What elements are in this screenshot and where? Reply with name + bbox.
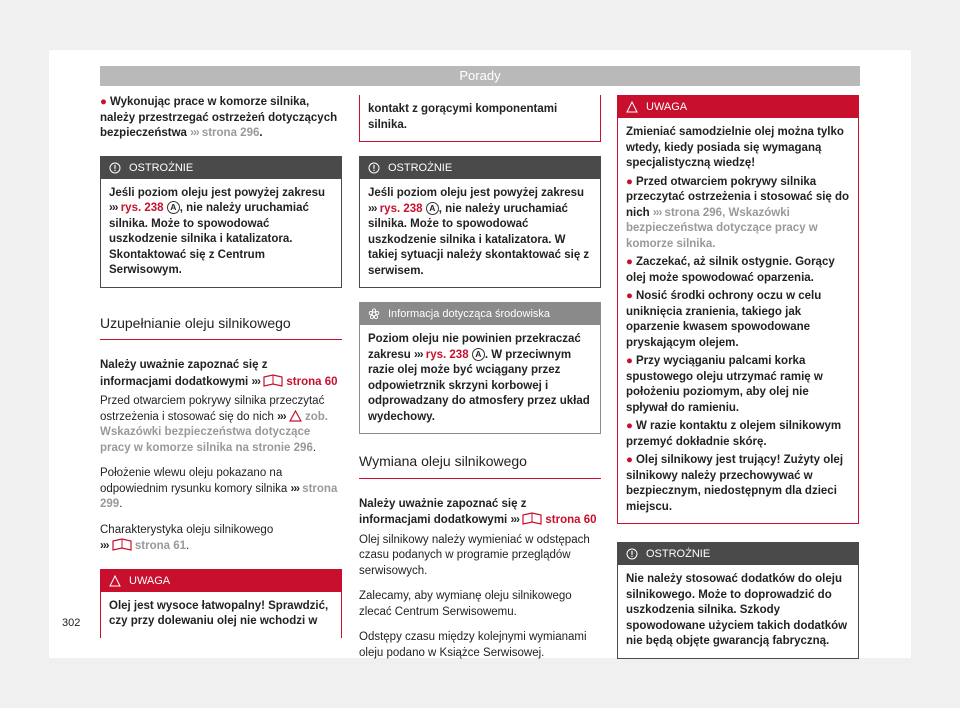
cross-ref-link[interactable]: strona 296, Wskazówki bezpieczeństwa dotyczące pracy w komorze silnika. [626, 206, 818, 250]
book-icon [112, 538, 132, 551]
bullet-icon: ● [626, 290, 633, 302]
cross-ref-arrows-icon: ››› [414, 348, 423, 361]
marker-a-icon: A [472, 348, 485, 361]
bullet-icon: ● [626, 355, 633, 367]
bullet-icon: ● [626, 454, 633, 466]
warning-header: UWAGA [618, 96, 858, 118]
cross-ref-arrows-icon: ››› [368, 202, 377, 215]
warning-lead: Zmieniać samodzielnie olej można tylko wtedy, kiedy posiada się wymaganą specjalistyczną wiedzę! [626, 126, 844, 169]
notice-header: OSTROŻNIE [101, 157, 341, 179]
paragraph: Odstępy czasu między kolejnymi wymianami oleju podano w Książce Serwisowej. [359, 631, 587, 659]
cross-ref-arrows-icon: ››› [109, 202, 118, 214]
paragraph: Przed otwarciem pokrywy silnika przeczytać ostrzeżenia i stosować się do nich ››› zob. Wskazówki bezpieczeństwa dotyczące pracy w komorze silnika na stronie 296. [100, 395, 328, 454]
paragraph: Położenie wlewu oleju pokazano na odpowiednim rysunku komory silnika ››› strona 299. [100, 467, 338, 510]
environment-header: Informacja dotycząca środowiska [360, 303, 600, 325]
leaf-icon [368, 308, 380, 320]
warning-box [617, 95, 859, 524]
notice-header: OSTROŻNIE [360, 157, 600, 179]
cross-ref-link[interactable]: strona 60 [286, 375, 338, 388]
bullet-icon: ● [626, 420, 633, 432]
list-item: ● Przy wyciąganiu palcami korka spustowego oleju utrzymać ramię w położeniu poziomym, aby olej nie spływał do ramieniu. [626, 355, 823, 414]
intro-paragraph: Należy uważnie zapoznać się z informacjami dodatkowymi ››› strona 60 [100, 359, 338, 388]
list-item: ● Zaczekać, aż silnik ostygnie. Gorący olej może spowodować oparzenia. [626, 256, 835, 284]
paragraph: Zalecamy, aby wymianę oleju silnikowego zlecać Centrum Serwisowemu. [359, 590, 572, 618]
notice-box [100, 156, 342, 288]
section-title: Wymiana oleju silnikowego [359, 454, 601, 479]
warning-body: kontakt z gorącymi komponentami silnika. [368, 103, 558, 131]
list-item: ● Olej silnikowy jest trujący! Zużyty olej silnikowy należy przechowywać w bezpiecznym, niedostępnym dla dzieci miejscu. [626, 454, 844, 513]
cross-ref-arrows-icon: ››› [652, 206, 662, 219]
figure-ref-link[interactable]: rys. 238 [379, 202, 423, 215]
list-item: ● Przed otwarciem pokrywy silnika przeczytać ostrzeżenia i stosować się do nich ››› strona 296, Wskazówki bezpieczeństwa dotyczące pracy w komorze silnika. [626, 175, 850, 250]
notice-box [359, 156, 601, 288]
notice-body: Jeśli poziom oleju jest powyżej zakresu ››› rys. 238 A , nie należy uruchamiać silnika. Może to spowodować uszkodzenie silnika i katalizatora. Skontaktować się z Centrum Serwisowym. [109, 186, 326, 276]
warning-triangle-icon [289, 410, 302, 422]
page-number: 302 [62, 617, 81, 629]
figure-ref-link[interactable]: rys. 238 [120, 202, 164, 214]
exclamation-circle-icon [368, 162, 380, 174]
cross-ref-link[interactable]: strona 61 [134, 540, 187, 552]
intro-paragraph: Należy uważnie zapoznać się z informacjami dodatkowymi ››› strona 60 [359, 497, 597, 526]
column-1 [100, 95, 342, 638]
cross-ref-arrows-icon: ››› [290, 482, 299, 495]
warning-header: UWAGA [101, 570, 341, 592]
paragraph: Charakterystyka oleju silnikowego ››› strona 61. [100, 523, 274, 552]
warning-box [100, 569, 342, 638]
cross-ref-arrows-icon: ››› [251, 375, 260, 388]
exclamation-circle-icon [109, 162, 121, 174]
warning-body [618, 118, 858, 523]
notice-header: OSTROŻNIE [618, 543, 858, 565]
exclamation-circle-icon [626, 548, 638, 560]
list-item: ● W razie kontaktu z olejem silnikowym przemyć dokładnie skórę. [626, 420, 842, 448]
marker-a-icon: A [426, 202, 439, 215]
cross-ref-link[interactable]: strona 296 [201, 127, 260, 139]
environment-body: Poziom oleju nie powinien przekraczać zakresu ››› rys. 238 A . W przeciwnym razie olej może być wciągany przez odpowietrznik skrzyni korbowej i odprowadzany do atmosfery przez układ wydechowy. [368, 333, 590, 423]
column-3 [617, 95, 859, 659]
notice-body: Nie należy stosować dodatków do oleju silnikowego. Może to doprowadzić do uszkodzenia silnika. Szkody spowodowane użyciem takich dodatków nie będą objęte gwarancją fabryczną. [626, 573, 848, 647]
warning-box-continued [359, 95, 601, 142]
bullet-icon: ● [100, 96, 107, 108]
environment-box [359, 302, 601, 434]
column-2 [359, 95, 601, 661]
warning-triangle-icon [109, 575, 121, 587]
cross-ref-link[interactable]: zob. Wskazówki bezpieczeństwa dotyczące pracy w komorze silnika na stronie 296 [100, 410, 328, 454]
list-item: ● Nosić środki ochrony oczu w celu uniknięcia zranienia, takiego jak oparzenie kwasem spowodowane pryskającym olejem. [626, 290, 822, 349]
section-title: Uzupełnianie oleju silnikowego [100, 316, 342, 341]
cross-ref-link[interactable]: strona 299 [100, 482, 338, 510]
cross-ref-arrows-icon: ››› [510, 514, 519, 526]
bullet-icon: ● [626, 256, 633, 268]
page-header: Porady [100, 66, 860, 86]
notice-body: Jeśli poziom oleju jest powyżej zakresu ››› rys. 238 A , nie należy uruchamiać silnika. Może to spowodować uszkodzenie silnika i katalizatora. W takiej sytuacji należy skontaktować się z serwisem. [368, 187, 590, 277]
bullet-icon: ● [626, 175, 633, 188]
notice-box [617, 542, 859, 659]
cross-ref-arrows-icon: ››› [100, 540, 109, 552]
figure-ref-link[interactable]: rys. 238 [425, 348, 469, 361]
warning-triangle-icon [626, 101, 638, 113]
warning-body: Olej jest wysoce łatwopalny! Sprawdzić, czy przy dolewaniu olej nie wchodzi w [109, 599, 329, 627]
book-icon [522, 512, 542, 525]
paragraph: Olej silnikowy należy wymieniać w odstępach czasu podanych w programie przeglądów serwisowych. [359, 533, 590, 577]
cross-ref-arrows-icon: ››› [277, 410, 286, 423]
bullet-item: ● Wykonując prace w komorze silnika, należy przestrzegać ostrzeżeń dotyczących bezpieczeństwa ››› strona 296. [100, 96, 338, 139]
cross-ref-link[interactable]: strona 60 [545, 514, 597, 526]
book-icon [263, 374, 283, 387]
marker-a-icon: A [167, 201, 180, 214]
cross-ref-arrows-icon: ››› [190, 127, 199, 139]
